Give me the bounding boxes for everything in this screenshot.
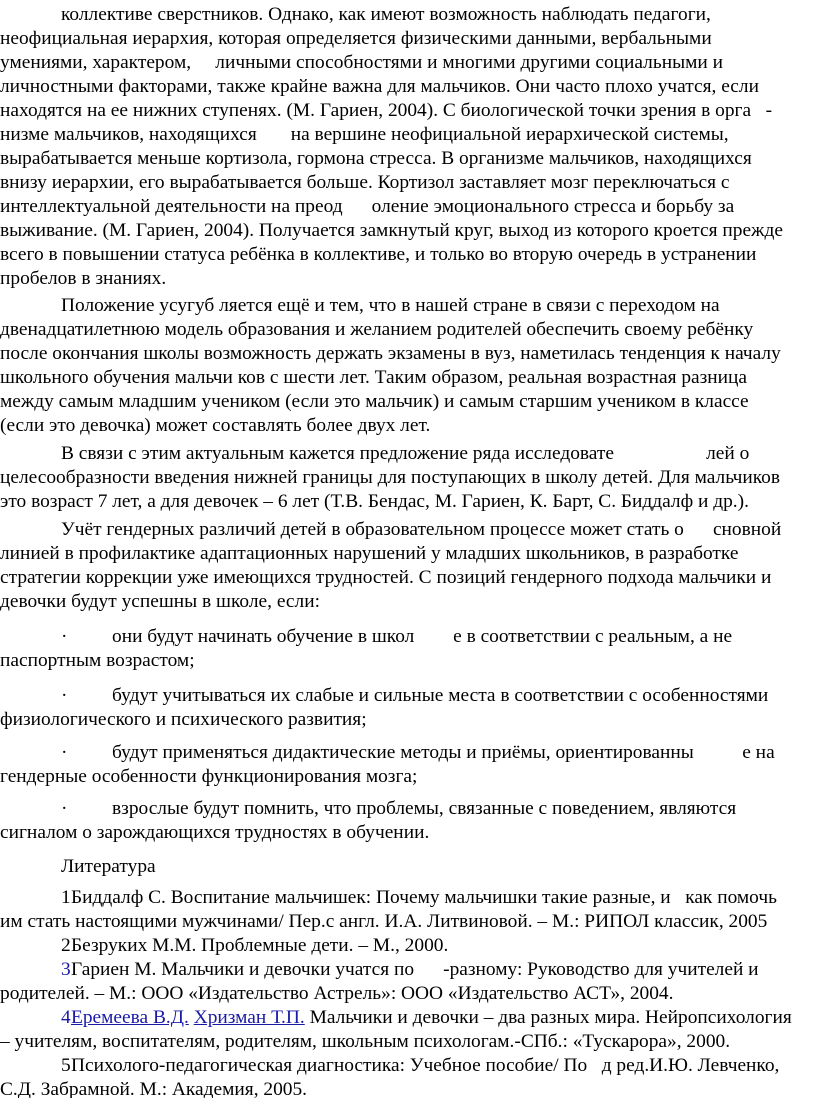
reference-line: – учителям, воспитателям, родителям, школьным психологам.-СПб.: «Тускарора», 2000. xyxy=(0,1031,731,1052)
paragraph-2-line: двенадцатилетнюю модель образования и желанием родителей обеспечить своему ребёнку xyxy=(0,319,754,340)
paragraph-3-line: В связи с этим актуальным кажется предложение ряда исследовате лей о xyxy=(61,443,750,464)
reference-line: Безруких М.М. Проблемные дети. – М., 2000. xyxy=(71,935,449,956)
bullet-item-line: будут применяться дидактические методы и приёмы, ориентированны е на xyxy=(112,742,775,763)
reference-number: 4 xyxy=(61,1007,71,1028)
paragraph-1-line: неофициальная иерархия, которая определяется физическими данными, вербальными xyxy=(0,28,712,49)
reference-text: Мальчики и девочки – два разных мира. Нейропсихология xyxy=(304,1007,792,1028)
bullet-item-line: паспортным возрастом; xyxy=(0,650,195,671)
paragraph-1-line: всего в повышении статуса ребёнка в коллективе, и только во вторую очередь в устранении xyxy=(0,244,757,265)
paragraph-4-line: девочки будут успешны в школе, если: xyxy=(0,591,320,612)
paragraph-2-line: после окончания школы возможность держать экзамены в вуз, наметилась тенденция к началу xyxy=(0,343,781,364)
paragraph-2-line: Положение усугуб ляется ещё и тем, что в нашей стране в связи с переходом на xyxy=(61,295,720,316)
paragraph-2-line: между самым младшим учеником (если это мальчик) и самым старшим учеником в классе xyxy=(0,391,749,412)
paragraph-1-line: находятся на ее нижних ступенях. (М. Гариен, 2004). С биологической точки зрения в орга - xyxy=(0,100,773,121)
paragraph-4-line: Учёт гендерных различий детей в образовательном процессе может стать о сновной xyxy=(61,519,782,540)
reference-line: С.Д. Забрамной. М.: Академия, 2005. xyxy=(0,1079,308,1098)
bullet-marker: · xyxy=(61,742,68,763)
reference-number: 2 xyxy=(61,935,71,956)
paragraph-2-line: (если это девочка) может составлять более двух лет. xyxy=(0,415,431,436)
paragraph-1-line: личностными факторами, также крайне важна для мальчиков. Они часто плохо учатся, если xyxy=(0,76,759,97)
bullet-item-line: сигналом о зарождающихся трудностях в обучении. xyxy=(0,822,430,843)
bullet-marker: · xyxy=(61,685,68,706)
bullet-marker: · xyxy=(61,798,68,819)
reference-number: 5 xyxy=(61,1055,71,1076)
bullet-item-line: будут учитываться их слабые и сильные места в соответствии с особенностями xyxy=(112,685,769,706)
bullet-marker: · xyxy=(61,626,68,647)
reference-number: 1 xyxy=(61,887,71,908)
author-link-hrizman[interactable]: Хризман Т.П. xyxy=(193,1007,305,1028)
reference-line: Гариен М. Мальчики и девочки учатся по -разному: Руководство для учителей и xyxy=(71,959,759,980)
literature-heading: Литература xyxy=(61,856,156,877)
paragraph-4-line: стратегии коррекции уже имеющихся трудностей. С позиций гендерного подхода мальчики и xyxy=(0,567,772,588)
reference-line: Психолого-педагогическая диагностика: Учебное пособие/ По д ред.И.Ю. Левченко, xyxy=(71,1055,780,1076)
paragraph-3-line: это возраст 7 лет, а для девочек – 6 лет (Т.В. Бендас, М. Гариен, К. Барт, С. Биддалф и др.). xyxy=(0,491,749,512)
paragraph-1-line: внизу иерархии, его вырабатывается больше. Кортизол заставляет мозг переключаться с xyxy=(0,172,730,193)
paragraph-1-line: выживание. (М. Гариен, 2004). Получается замкнутый круг, выход из которого кроется прежде xyxy=(0,220,783,241)
paragraph-1-line: низме мальчиков, находящихся на вершине неофициальной иерархической системы, xyxy=(0,124,729,145)
bullet-item-line: взрослые будут помнить, что проблемы, связанные с поведением, являются xyxy=(112,798,737,819)
bullet-item-line: физиологического и психического развития; xyxy=(0,709,367,730)
paragraph-3-line: целесообразности введения нижней границы для поступающих в школу детей. Для мальчиков xyxy=(0,467,780,488)
reference-line: родителей. – М.: ООО «Издательство Астрель»: ООО «Издательство АСТ», 2004. xyxy=(0,983,674,1004)
paragraph-2-line: школьного обучения мальчи ков с шести лет. Таким образом, реальная возрастная разница xyxy=(0,367,748,388)
reference-line: им стать настоящими мужчинами/ Пер.с англ. И.А. Литвиновой. – М.: РИПОЛ классик, 2005 xyxy=(0,911,768,932)
paragraph-4-line: линией в профилактике адаптационных нарушений у младших школьников, в разработке xyxy=(0,543,739,564)
reference-line: Биддалф С. Воспитание мальчишек: Почему мальчишки такие разные, и как помочь xyxy=(71,887,777,908)
paragraph-1-line: пробелов в знаниях. xyxy=(0,268,167,289)
paragraph-1-line: коллективе сверстников. Однако, как имеют возможность наблюдать педагоги, xyxy=(61,4,711,25)
bullet-item-line: они будут начинать обучение в школ е в соответствии с реальным, а не xyxy=(112,626,733,647)
paragraph-1-line: интеллектуальной деятельности на преод оление эмоционального стресса и борьбу за xyxy=(0,196,735,217)
reference-number: 3 xyxy=(61,959,71,980)
reference-line xyxy=(71,1006,792,1030)
bullet-item-line: гендерные особенности функционирования мозга; xyxy=(0,766,418,787)
paragraph-1-line: умениями, характером, личными способностями и многими другими социальными и xyxy=(0,52,723,73)
paragraph-1-line: вырабатывается меньше кортизола, гормона стресса. В организме мальчиков, находящихся xyxy=(0,148,752,169)
author-link-eremeeva[interactable]: Еремеева В.Д. xyxy=(71,1007,189,1028)
